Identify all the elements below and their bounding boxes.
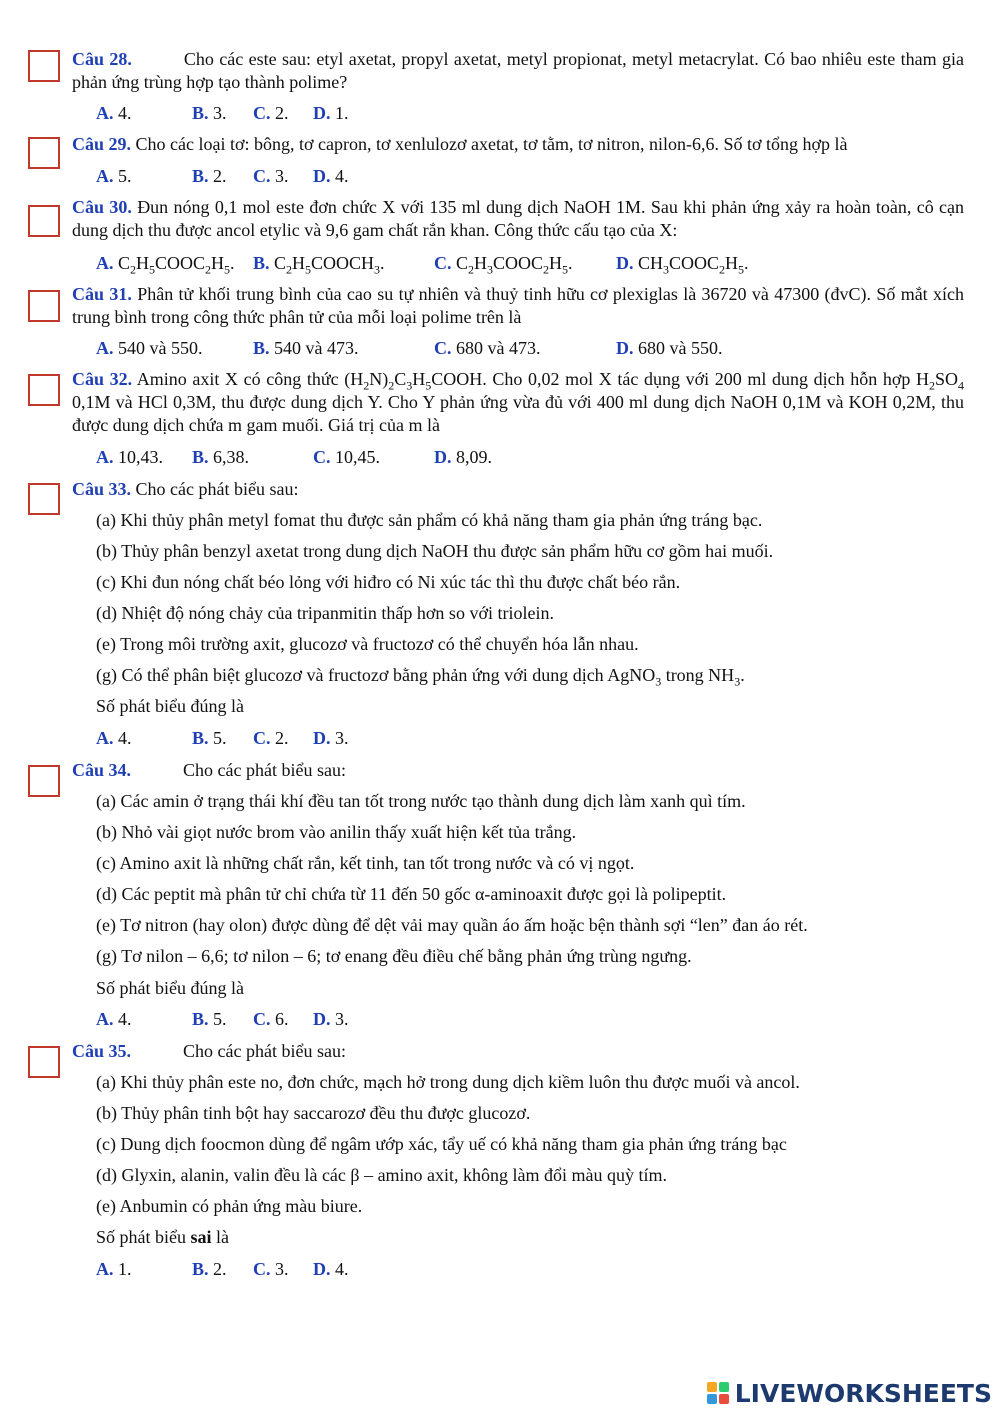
statement-d: (d) Nhiệt độ nóng chảy của tripanmitin thấp hơn so với triolein. bbox=[96, 603, 554, 623]
statement-c: (c) Dung dịch foocmon dùng để ngâm ướp xác, tẩy uế có khả năng tham gia phản ứng tráng bạc bbox=[96, 1134, 787, 1154]
option-text: 3. bbox=[275, 1259, 289, 1279]
option-letter: D. bbox=[313, 728, 331, 748]
question-label: Câu 33. bbox=[72, 479, 132, 499]
option-text: 4. bbox=[118, 728, 132, 748]
option-text: 8,09. bbox=[456, 447, 492, 467]
question-label: Câu 29. bbox=[72, 134, 132, 154]
prompt-emphasis: sai bbox=[190, 1227, 212, 1247]
option-text: 4. bbox=[118, 103, 132, 123]
option-text: 2. bbox=[213, 1259, 227, 1279]
option-text: 4. bbox=[335, 1259, 349, 1279]
option-text: 1. bbox=[118, 1259, 132, 1279]
question-stem: Cho các loại tơ: bông, tơ capron, tơ xenlulozơ axetat, tơ tằm, tơ nitron, nilon-6,6. Số tơ tổng hợp là bbox=[135, 134, 848, 154]
option-text: 5. bbox=[213, 728, 227, 748]
option-text: 10,45. bbox=[335, 447, 380, 467]
option-letter: D. bbox=[616, 338, 634, 358]
option-letter: A. bbox=[96, 447, 114, 467]
option-text: 4. bbox=[335, 166, 349, 186]
statement-a: (a) Khi thủy phân este no, đơn chức, mạch hở trong dung dịch kiềm luôn thu được muối và ancol. bbox=[96, 1072, 800, 1092]
answer-box-q29[interactable] bbox=[28, 137, 60, 169]
prompt-text: Số phát biểu bbox=[96, 1227, 186, 1247]
option-text: $C_2H_5COOCH_3$. bbox=[274, 253, 385, 277]
option-letter: A. bbox=[96, 338, 114, 358]
option-letter: B. bbox=[192, 166, 209, 186]
option-text: 3. bbox=[213, 103, 227, 123]
option-letter: B. bbox=[253, 338, 270, 358]
option-text: 5. bbox=[213, 1009, 227, 1029]
answer-box-q32[interactable] bbox=[28, 374, 60, 406]
question-prompt bbox=[96, 1226, 229, 1249]
question-stem: Amino axit X có công thức $(H_2N)_2C_3H_5COOH$. Cho 0,02 mol X tác dụng với 200 ml dung dịch hỗn hợp $H_2SO_4$ 0,1M và HCl 0,3M, thu được dung dịch Y. Cho Y phản ứng vừa đủ với 400 ml dung dịch NaOH 0,1M và KOH 0,2M, thu được dung dịch chứa m gam muối. Giá trị của m là bbox=[72, 369, 964, 435]
option-letter: A. bbox=[96, 1259, 114, 1279]
question-stem: Đun nóng 0,1 mol este đơn chức X với 135 ml dung dịch NaOH 1M. Sau khi phản ứng xảy ra hoàn toàn, cô cạn dung dịch thu được ancol etylic và 9,6 gam chất rắn khan. Công thức cấu tạo của X: bbox=[72, 197, 965, 240]
question-34 bbox=[72, 759, 964, 782]
statement-g: (g) Tơ nilon – 6,6; tơ nilon – 6; tơ enang đều điều chế bằng phản ứng trùng ngưng. bbox=[96, 946, 692, 966]
option-text: 680 và 550. bbox=[638, 338, 723, 358]
question-label: Câu 31. bbox=[72, 284, 132, 304]
option-text: 2. bbox=[275, 728, 289, 748]
question-stem: Phân tử khối trung bình của cao su tự nhiên và thuỷ tinh hữu cơ plexiglas là 36720 và 47300 (đvC). Số mắt xích trung bình trong công thức phân tử của mỗi loại polime trên là bbox=[72, 284, 965, 327]
statement-a: (a) Khi thủy phân metyl fomat thu được sản phẩm có khả năng tham gia phản ứng tráng bạc. bbox=[96, 510, 763, 530]
option-letter: C. bbox=[253, 103, 271, 123]
question-label: Câu 28. bbox=[72, 49, 132, 69]
question-stem: Cho các phát biểu sau: bbox=[183, 760, 346, 780]
statement-b: (b) Thủy phân benzyl axetat trong dung dịch NaOH thu được sản phẩm hữu cơ gồm hai muối. bbox=[96, 541, 774, 561]
option-letter: B. bbox=[192, 728, 209, 748]
option-letter: D. bbox=[313, 1259, 331, 1279]
statement-e: (e) Anbumin có phản ứng màu biure. bbox=[96, 1196, 363, 1216]
option-letter: D. bbox=[313, 103, 331, 123]
option-letter: D. bbox=[313, 1009, 331, 1029]
question-label: Câu 32. bbox=[72, 369, 133, 389]
statement-b: (b) Nhỏ vài giọt nước brom vào anilin thấy xuất hiện kết tủa trắng. bbox=[96, 822, 577, 842]
statement-d: (d) Các peptit mà phân tử chỉ chứa từ 11 đến 50 gốc α-aminoaxit được gọi là polipeptit. bbox=[96, 884, 727, 904]
question-stem: Cho các este sau: etyl axetat, propyl axetat, metyl propionat, metyl metacrylat. Có bao nhiêu este tham gia phản ứng trùng hợp tạo thành polime? bbox=[72, 49, 964, 92]
option-text: 2. bbox=[213, 166, 227, 186]
question-32 bbox=[72, 368, 964, 437]
statement-a: (a) Các amin ở trạng thái khí đều tan tốt trong nước tạo thành dung dịch làm xanh quì tím. bbox=[96, 791, 746, 811]
option-letter: C. bbox=[253, 728, 271, 748]
answer-box-q28[interactable] bbox=[28, 50, 60, 82]
statement-d: (d) Glyxin, alanin, valin đều là các β – amino axit, không làm đổi màu quỳ tím. bbox=[96, 1165, 668, 1185]
option-letter: B. bbox=[192, 1259, 209, 1279]
option-letter: D. bbox=[313, 166, 331, 186]
option-letter: C. bbox=[434, 338, 452, 358]
question-35 bbox=[72, 1040, 964, 1063]
option-text: 6,38. bbox=[213, 447, 250, 467]
question-28 bbox=[72, 48, 964, 94]
option-letter: A. bbox=[96, 728, 114, 748]
answer-box-q33[interactable] bbox=[28, 483, 60, 515]
option-text: 540 và 473. bbox=[274, 338, 359, 358]
answer-box-q35[interactable] bbox=[28, 1046, 60, 1078]
question-label: Câu 34. bbox=[72, 760, 132, 780]
option-letter: C. bbox=[253, 1259, 271, 1279]
statement-e: (e) Trong môi trường axit, glucozơ và fructozơ có thể chuyển hóa lẫn nhau. bbox=[96, 634, 639, 654]
option-letter: B. bbox=[192, 103, 209, 123]
statement-c: (c) Amino axit là những chất rắn, kết tinh, tan tốt trong nước và có vị ngọt. bbox=[96, 853, 635, 873]
answer-box-q34[interactable] bbox=[28, 765, 60, 797]
option-text: 680 và 473. bbox=[456, 338, 541, 358]
statement-e: (e) Tơ nitron (hay olon) được dùng để dệt vải may quần áo ấm hoặc bện thành sợi “len” đan áo rét. bbox=[96, 915, 808, 935]
option-letter: B. bbox=[253, 253, 270, 273]
option-letter: A. bbox=[96, 166, 114, 186]
option-text: $C_2H_5COOC_2H_5$. bbox=[118, 253, 235, 277]
option-text: 10,43. bbox=[118, 447, 163, 467]
option-text: 2. bbox=[275, 103, 289, 123]
option-letter: B. bbox=[192, 447, 209, 467]
option-letter: B. bbox=[192, 1009, 209, 1029]
option-text: $CH_3COOC_2H_5$. bbox=[638, 253, 749, 277]
option-letter: C. bbox=[253, 1009, 271, 1029]
question-33 bbox=[72, 478, 964, 501]
option-text: $C_2H_3COOC_2H_5$. bbox=[456, 253, 573, 277]
logo-mark-icon bbox=[707, 1382, 729, 1404]
option-letter: A. bbox=[96, 253, 114, 273]
option-letter: C. bbox=[434, 253, 452, 273]
question-31 bbox=[72, 283, 964, 329]
option-text: 1. bbox=[335, 103, 349, 123]
statement-c: (c) Khi đun nóng chất béo lỏng với hiđro có Ni xúc tác thì thu được chất béo rắn. bbox=[96, 572, 681, 592]
question-29 bbox=[72, 133, 964, 156]
question-prompt: Số phát biểu đúng là bbox=[96, 696, 244, 716]
option-text: 540 và 550. bbox=[118, 338, 203, 358]
question-30 bbox=[72, 196, 964, 242]
question-prompt: Số phát biểu đúng là bbox=[96, 978, 244, 998]
option-letter: C. bbox=[313, 447, 331, 467]
option-letter: A. bbox=[96, 103, 114, 123]
option-text: 4. bbox=[118, 1009, 132, 1029]
option-text: 5. bbox=[118, 166, 132, 186]
option-text: 3. bbox=[335, 1009, 349, 1029]
answer-box-q31[interactable] bbox=[28, 290, 60, 322]
question-label: Câu 30. bbox=[72, 197, 132, 217]
prompt-text: là bbox=[216, 1227, 230, 1247]
logo-text: LIVEWORKSHEETS bbox=[734, 1378, 992, 1408]
option-text: 3. bbox=[275, 166, 289, 186]
question-stem: Cho các phát biểu sau: bbox=[135, 479, 299, 499]
option-letter: D. bbox=[616, 253, 634, 273]
option-text: 6. bbox=[275, 1009, 289, 1029]
option-letter: A. bbox=[96, 1009, 114, 1029]
liveworksheets-logo bbox=[707, 1378, 992, 1408]
question-stem: Cho các phát biểu sau: bbox=[183, 1041, 346, 1061]
option-text: 3. bbox=[335, 728, 349, 748]
option-letter: C. bbox=[253, 166, 271, 186]
option-letter: D. bbox=[434, 447, 452, 467]
answer-box-q30[interactable] bbox=[28, 205, 60, 237]
question-label: Câu 35. bbox=[72, 1041, 132, 1061]
statement-b: (b) Thủy phân tinh bột hay saccarozơ đều thu được glucozơ. bbox=[96, 1103, 531, 1123]
statement-g: (g) Có thể phân biệt glucozơ và fructozơ bằng phản ứng với dung dịch AgNO$_3$ trong $NH_3$. bbox=[96, 665, 745, 689]
